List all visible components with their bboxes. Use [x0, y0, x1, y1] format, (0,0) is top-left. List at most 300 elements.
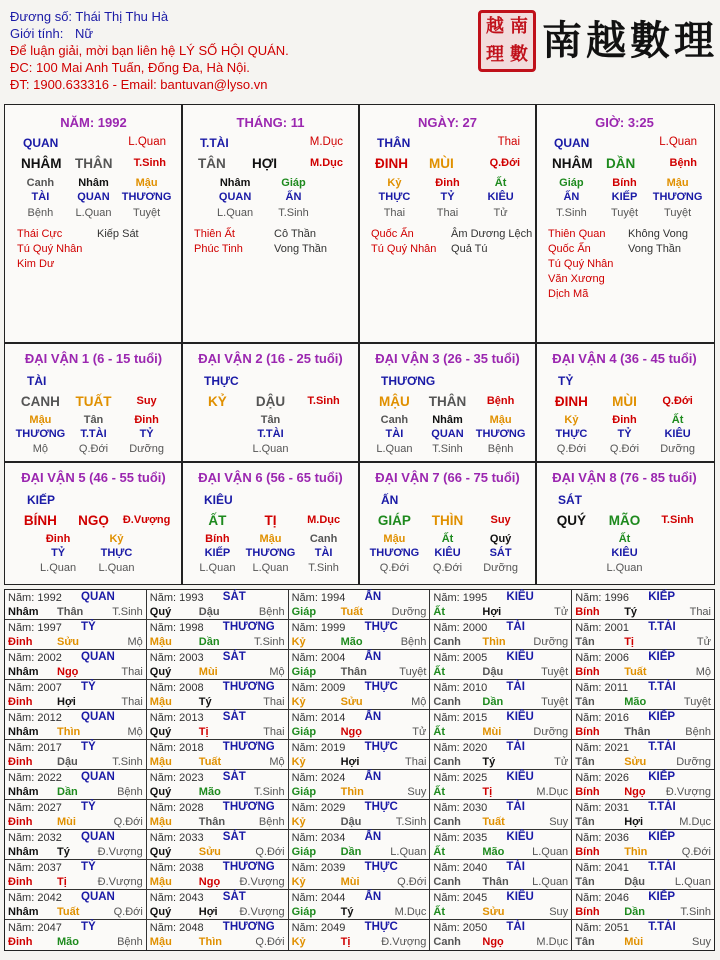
annual-cell: [289, 800, 431, 830]
annual-cell: [572, 890, 714, 920]
annual-branch: Mùi: [57, 816, 76, 828]
annual-ts: Thai: [404, 756, 427, 768]
annual-year: Năm: 2023: [149, 772, 204, 784]
dai-van-stem: BÍNH: [23, 513, 57, 528]
annual-ts: Thai: [121, 696, 143, 708]
dai-van-cell: [536, 342, 713, 461]
dai-van-branch: DẬU: [255, 394, 286, 409]
annual-stem: Canh: [433, 816, 461, 828]
annual-year: Năm: 2046: [575, 892, 629, 904]
annual-year: Năm: 2044: [291, 892, 346, 904]
annual-stem: Kỷ: [291, 876, 306, 888]
annual-stem: Giáp: [291, 906, 317, 918]
hidden-stem: Đinh: [134, 414, 159, 426]
annual-ts: Suy: [549, 906, 569, 918]
annual-branch: Sửu: [340, 696, 363, 708]
hidden-stem: Mậu: [135, 177, 158, 189]
annual-cell: [430, 920, 572, 950]
annual-cell: [289, 860, 431, 890]
annual-branch: Tý: [624, 606, 638, 618]
pillar-stem: NHÂM: [552, 156, 593, 171]
annual-cell: [147, 650, 289, 680]
annual-year: Năm: 2001: [575, 622, 629, 634]
annual-cell: [289, 680, 431, 710]
annual-god: KIẾP: [648, 591, 676, 603]
hidden-god: TỶ: [440, 191, 455, 203]
annual-year: Năm: 2021: [575, 742, 629, 754]
annual-ts: Tuyệt: [399, 666, 427, 678]
annual-cell: [5, 740, 147, 770]
annual-god: ẤN: [364, 711, 382, 723]
annual-god: THỰC: [364, 861, 398, 873]
dai-van-title: ĐẠI VẬN 1 (6 - 15 tuổi): [24, 351, 163, 366]
hidden-god: ẤN: [563, 191, 580, 203]
annual-stem: Nhâm: [8, 846, 39, 858]
annual-branch: Dần: [198, 636, 220, 648]
hidden-ts: Q.Đới: [432, 562, 463, 574]
star-good: Dịch Mã: [548, 288, 589, 300]
annual-god: T.TÀI: [648, 621, 676, 633]
annual-year: Năm: 2006: [575, 652, 629, 664]
annual-stem: Nhâm: [8, 786, 39, 798]
annual-god: SÁT: [222, 591, 246, 603]
annual-cell: [5, 710, 147, 740]
annual-branch: Dần: [340, 846, 362, 858]
pillar-branch: THÂN: [75, 156, 113, 171]
annual-branch: Ngọ: [57, 666, 79, 678]
annual-ts: Mộ: [127, 636, 143, 648]
annual-cell: [5, 860, 147, 890]
annual-cell: [430, 680, 572, 710]
hidden-god: QUAN: [218, 191, 252, 203]
hidden-stem: Mậu: [259, 533, 282, 545]
annual-god: KIẾP: [648, 891, 676, 903]
annual-god: ẤN: [364, 891, 382, 903]
annual-stem: Mậu: [149, 816, 172, 828]
annual-branch: Mão: [57, 936, 79, 948]
annual-year: Năm: 1998: [149, 622, 204, 634]
annual-year: Năm: 2014: [291, 712, 346, 724]
annual-branch: Tị: [482, 786, 493, 798]
annual-god: THỰC: [364, 681, 398, 693]
dai-van-branch: THÂN: [428, 394, 467, 409]
hidden-ts: Q.Đới: [556, 443, 587, 455]
annual-ts: Thai: [689, 606, 711, 618]
annual-cell: [430, 740, 572, 770]
annual-stem: Tân: [575, 876, 595, 888]
hidden-ts: L.Quan: [98, 562, 135, 574]
hidden-ts: Q.Đới: [78, 443, 109, 455]
annual-year: Năm: 2002: [8, 652, 62, 664]
annual-ts: Dưỡng: [391, 606, 427, 618]
star-good: Thái Cực: [17, 228, 63, 240]
star-bad: Quả Tú: [451, 243, 488, 255]
hidden-god: ẤN: [285, 191, 302, 203]
hidden-stem: Canh: [309, 533, 338, 545]
hidden-ts: Tử: [493, 207, 508, 219]
annual-stem: Bính: [575, 606, 600, 618]
contact-phone-email: ĐT: 1900.633316 - Email: bantuvan@lyso.vn: [10, 77, 268, 92]
annual-stem: Giáp: [291, 846, 317, 858]
annual-stem: Mậu: [149, 876, 172, 888]
hidden-god: KIÊU: [664, 428, 691, 440]
annual-god: KIÊU: [506, 591, 534, 603]
hidden-god: KIÊU: [611, 547, 638, 559]
annual-ts: Q.Đới: [255, 846, 285, 858]
annual-stem: Quý: [149, 666, 172, 678]
annual-cell: [5, 620, 147, 650]
contact-address: ĐC: 100 Mai Anh Tuấn, Đống Đa, Hà Nội.: [10, 60, 250, 75]
annual-branch: Dần: [57, 786, 78, 798]
annual-ts: Tuyệt: [541, 666, 569, 678]
annual-ts: Thai: [263, 696, 285, 708]
hidden-god: THỰC: [378, 191, 411, 203]
dai-van-ts: Suy: [490, 514, 511, 526]
pillar-stem-ts: M.Dục: [310, 157, 343, 169]
annual-year: Năm: 2003: [149, 652, 204, 664]
dai-van-god: KIẾP: [27, 493, 56, 507]
annual-stem: Đinh: [8, 756, 33, 768]
annual-year: Năm: 2010: [433, 682, 488, 694]
annual-cell: [289, 770, 431, 800]
annual-god: QUAN: [81, 771, 115, 783]
annual-ts: Đ.Vượng: [239, 876, 285, 888]
annual-stem: Đinh: [8, 696, 33, 708]
annual-ts: T.Sinh: [680, 906, 711, 918]
annual-stem: Giáp: [291, 786, 317, 798]
hidden-ts: L.Quan: [376, 443, 413, 455]
annual-god: QUAN: [81, 711, 115, 723]
dai-van-cell: [359, 342, 536, 461]
annual-stem: Nhâm: [8, 726, 39, 738]
annual-year: Năm: 2011: [575, 682, 629, 694]
seal-char: 南: [510, 16, 528, 37]
hidden-ts: T.Sinh: [556, 207, 587, 219]
annual-ts: Tuyệt: [683, 696, 711, 708]
hidden-stem: Mậu: [489, 414, 512, 426]
annual-stem: Ất: [433, 726, 445, 738]
annual-ts: Suy: [549, 816, 569, 828]
hidden-god: T.TÀI: [257, 428, 284, 440]
annual-branch: Hợi: [57, 696, 76, 708]
annual-branch: Dần: [624, 906, 645, 918]
annual-branch: Mùi: [198, 666, 218, 678]
annual-year: Năm: 2037: [8, 862, 62, 874]
annual-stem: Canh: [433, 936, 461, 948]
hidden-ts: Dưỡng: [660, 443, 695, 455]
annual-cell: [572, 710, 714, 740]
annual-stem: Kỷ: [291, 816, 306, 828]
star-bad: Âm Dương Lệch: [451, 228, 533, 240]
dai-van-stem: ẤT: [208, 513, 227, 528]
annual-year: Năm: 1992: [8, 592, 62, 604]
dai-van-title: ĐẠI VẬN 8 (76 - 85 tuổi): [552, 470, 697, 485]
annual-year: Năm: 2033: [149, 832, 204, 844]
annual-year: Năm: 2020: [433, 742, 488, 754]
pillar-stem-god: THÂN: [377, 136, 411, 150]
hidden-stem: Đinh: [45, 533, 71, 545]
dai-van-ts: T.Sinh: [661, 514, 694, 526]
hidden-stem: Kỷ: [387, 177, 402, 189]
annual-god: THƯƠNG: [222, 861, 275, 873]
pillar-branch: DẦN: [606, 156, 636, 171]
dai-van-title: ĐẠI VẬN 3 (26 - 35 tuổi): [375, 351, 520, 366]
hidden-god: THỰC: [100, 547, 133, 559]
annual-god: TỶ: [81, 741, 96, 753]
annual-god: TỶ: [81, 921, 96, 933]
dai-van-stem: ĐINH: [554, 394, 588, 409]
annual-stem: Giáp: [291, 726, 317, 738]
annual-cell: [147, 830, 289, 860]
annual-cell: [289, 710, 431, 740]
hidden-stem: Nhâm: [219, 177, 251, 189]
annual-stem: Bính: [575, 666, 600, 678]
annual-branch: Mão: [340, 636, 363, 648]
annual-ts: Q.Đới: [113, 816, 143, 828]
annual-god: SÁT: [222, 891, 246, 903]
hidden-stem: Canh: [26, 177, 55, 189]
annual-year: Năm: 2047: [8, 922, 62, 934]
annual-cell: [289, 590, 431, 620]
annual-ts: Mộ: [695, 666, 711, 678]
pillar-stem-god: QUAN: [23, 136, 59, 150]
annual-branch: Thìn: [57, 726, 81, 738]
annual-cell: [430, 800, 572, 830]
hidden-god: THƯƠNG: [475, 428, 526, 440]
annual-cell: [430, 710, 572, 740]
annual-stem: Mậu: [149, 696, 172, 708]
dai-van-god: THỰC: [204, 374, 239, 388]
hidden-stem: Ất: [671, 414, 684, 426]
annual-cell: [5, 920, 147, 950]
annual-cell: [572, 740, 714, 770]
pillar-title: GIỜ: 3:25: [595, 115, 654, 130]
annual-year: Năm: 2024: [291, 772, 346, 784]
annual-stem: Bính: [575, 906, 600, 918]
annual-cell: [5, 830, 147, 860]
annual-stem: Kỷ: [291, 636, 306, 648]
owner-name: Đương số: Thái Thị Thu Hà: [10, 9, 169, 24]
annual-branch: Ngọ: [482, 936, 504, 948]
annual-ts: T.Sinh: [112, 606, 143, 618]
star-good: Quốc Ấn: [548, 243, 591, 255]
hidden-god: KIẾP: [611, 191, 638, 203]
hidden-ts: L.Quan: [252, 443, 289, 455]
annual-cell: [572, 650, 714, 680]
annual-branch: Hợi: [198, 906, 218, 918]
pillar-title: NGÀY: 27: [418, 115, 477, 130]
annual-stem: Quý: [149, 786, 172, 798]
annual-stem: Nhâm: [8, 666, 39, 678]
annual-cell: [572, 860, 714, 890]
annual-cell: [572, 920, 714, 950]
annual-year: Năm: 2022: [8, 772, 62, 784]
annual-branch: Dậu: [624, 876, 645, 888]
annual-god: T.TÀI: [648, 861, 676, 873]
pillar-branch-ts: L.Quan: [128, 136, 166, 148]
annual-year: Năm: 2019: [291, 742, 346, 754]
hidden-ts: L.Quan: [40, 562, 77, 574]
annual-stem: Tân: [575, 936, 595, 948]
hidden-god: KIÊU: [487, 191, 514, 203]
hidden-god: THỰC: [555, 428, 588, 440]
dai-van-god: TÀI: [27, 374, 47, 388]
gender-value: Nữ: [74, 26, 94, 41]
annual-god: THỰC: [364, 741, 398, 753]
dai-van-stem: QUÝ: [556, 513, 587, 528]
dai-van-cell: [182, 342, 359, 461]
annual-cell: [572, 830, 714, 860]
pillar-cell: [359, 105, 536, 342]
annual-cell: [572, 770, 714, 800]
annual-year: Năm: 2039: [291, 862, 346, 874]
seal-char: 越: [486, 16, 504, 37]
annual-cell: [147, 920, 289, 950]
annual-year: Năm: 2030: [433, 802, 488, 814]
dai-van-stem: GIÁP: [377, 513, 411, 528]
annual-branch: Hợi: [340, 756, 360, 768]
annual-ts: Bệnh: [400, 636, 427, 648]
annual-stem: Tân: [575, 696, 595, 708]
annual-stem: Tân: [575, 816, 595, 828]
annual-branch: Mão: [624, 696, 647, 708]
star-good: Thiên Quan: [548, 228, 606, 240]
annual-ts: Q.Đới: [255, 936, 285, 948]
annual-year: Năm: 2032: [8, 832, 62, 844]
annual-year: Năm: 2049: [291, 922, 346, 934]
annual-cell: [430, 650, 572, 680]
hidden-ts: L.Quan: [199, 562, 236, 574]
annual-year: Năm: 2007: [8, 682, 62, 694]
annual-god: SÁT: [222, 711, 246, 723]
annual-branch: Tị: [198, 726, 209, 738]
hidden-god: TÀI: [314, 547, 333, 559]
annual-stem: Quý: [149, 906, 172, 918]
hidden-ts: Tuyệt: [610, 207, 639, 219]
dai-van-branch: MÃO: [608, 513, 641, 528]
annual-god: KIÊU: [506, 711, 534, 723]
hidden-stem: Bính: [205, 533, 230, 545]
hidden-god: THƯƠNG: [245, 547, 296, 559]
dai-van-ts: M.Dục: [307, 514, 341, 526]
annual-year: Năm: 2043: [149, 892, 204, 904]
annual-branch: Sửu: [57, 636, 80, 648]
hidden-stem: Đinh: [612, 414, 637, 426]
pillar-stem: ĐINH: [375, 156, 408, 171]
annual-cell: [147, 860, 289, 890]
annual-year: Năm: 1993: [149, 592, 204, 604]
hidden-god: TỶ: [617, 428, 632, 440]
hidden-god: T.TÀI: [80, 428, 107, 440]
annual-year: Năm: 1995: [433, 592, 488, 604]
annual-branch: Hợi: [482, 606, 502, 618]
hidden-stem: Canh: [380, 414, 409, 426]
annual-god: QUAN: [81, 591, 115, 603]
annual-branch: Thân: [340, 666, 367, 678]
annual-god: QUAN: [81, 651, 115, 663]
annual-year: Năm: 2013: [149, 712, 204, 724]
annual-stem: Ất: [433, 606, 445, 618]
dai-van-god: ẤN: [381, 493, 399, 507]
pillar-title: THÁNG: 11: [236, 115, 305, 130]
annual-cell: [289, 740, 431, 770]
dai-van-title: ĐẠI VẬN 7 (66 - 75 tuổi): [375, 470, 520, 485]
annual-year: Năm: 2008: [149, 682, 204, 694]
hidden-ts: L.Quan: [252, 562, 289, 574]
hidden-stem: Ất: [494, 177, 507, 189]
annual-god: ẤN: [364, 831, 382, 843]
gender-label: Giới tính:: [10, 26, 64, 41]
annual-branch: Thìn: [340, 786, 364, 798]
star-good: Tú Quý Nhân: [17, 243, 83, 255]
annual-ts: T.Sinh: [254, 786, 285, 798]
annual-ts: L.Quan: [532, 846, 569, 858]
hidden-stem: Nhâm: [78, 177, 109, 189]
dai-van-cell: [359, 461, 536, 583]
annual-branch: Sửu: [198, 846, 221, 858]
annual-stem: Canh: [433, 756, 461, 768]
annual-table: [4, 589, 715, 951]
annual-god: T.TÀI: [648, 681, 676, 693]
hidden-ts: Tuyệt: [664, 207, 692, 219]
annual-year: Năm: 2005: [433, 652, 488, 664]
annual-stem: Giáp: [291, 666, 317, 678]
star-good: Kim Dư: [17, 258, 55, 270]
pillar-stem-ts: Q.Đới: [489, 157, 520, 169]
annual-ts: Mộ: [269, 756, 285, 768]
hidden-ts: Thai: [383, 207, 406, 219]
annual-cell: [572, 620, 714, 650]
hidden-god: THƯƠNG: [652, 191, 703, 203]
dai-van-ts: Suy: [136, 395, 157, 407]
hidden-ts: L.Quan: [75, 207, 112, 219]
annual-god: THƯƠNG: [222, 681, 275, 693]
annual-cell: [430, 770, 572, 800]
annual-cell: [147, 770, 289, 800]
annual-stem: Nhâm: [8, 606, 39, 618]
pillar-branch: MÙI: [429, 156, 454, 171]
hidden-god: KIÊU: [434, 547, 461, 559]
hidden-stem: Kỷ: [564, 414, 579, 426]
annual-ts: Tử: [554, 606, 569, 618]
annual-cell: [430, 590, 572, 620]
annual-god: THỰC: [364, 801, 398, 813]
pillar-branch-ts: M.Dục: [309, 136, 343, 148]
annual-stem: Ất: [433, 906, 445, 918]
hidden-stem: Bính: [612, 177, 637, 189]
annual-stem: Bính: [575, 846, 600, 858]
hidden-god: THƯƠNG: [121, 191, 172, 203]
star-bad: Vong Thần: [274, 243, 328, 255]
annual-god: THƯƠNG: [222, 621, 275, 633]
hidden-ts: Dưỡng: [129, 443, 164, 455]
annual-ts: Q.Đới: [113, 906, 143, 918]
annual-year: Năm: 2034: [291, 832, 346, 844]
gender-line: [10, 25, 480, 42]
dai-van-title: ĐẠI VẬN 2 (16 - 25 tuổi): [198, 351, 343, 366]
annual-year: Năm: 2027: [8, 802, 62, 814]
annual-god: THỰC: [364, 921, 398, 933]
annual-cell: [430, 620, 572, 650]
annual-stem: Canh: [433, 876, 461, 888]
annual-branch: Tý: [340, 906, 354, 918]
annual-god: TỶ: [81, 621, 96, 633]
hidden-god: THƯƠNG: [369, 547, 420, 559]
annual-ts: L.Quan: [532, 876, 569, 888]
annual-ts: Bệnh: [117, 786, 143, 798]
hidden-god: SÁT: [489, 547, 512, 559]
hidden-stem: Giáp: [281, 177, 306, 189]
